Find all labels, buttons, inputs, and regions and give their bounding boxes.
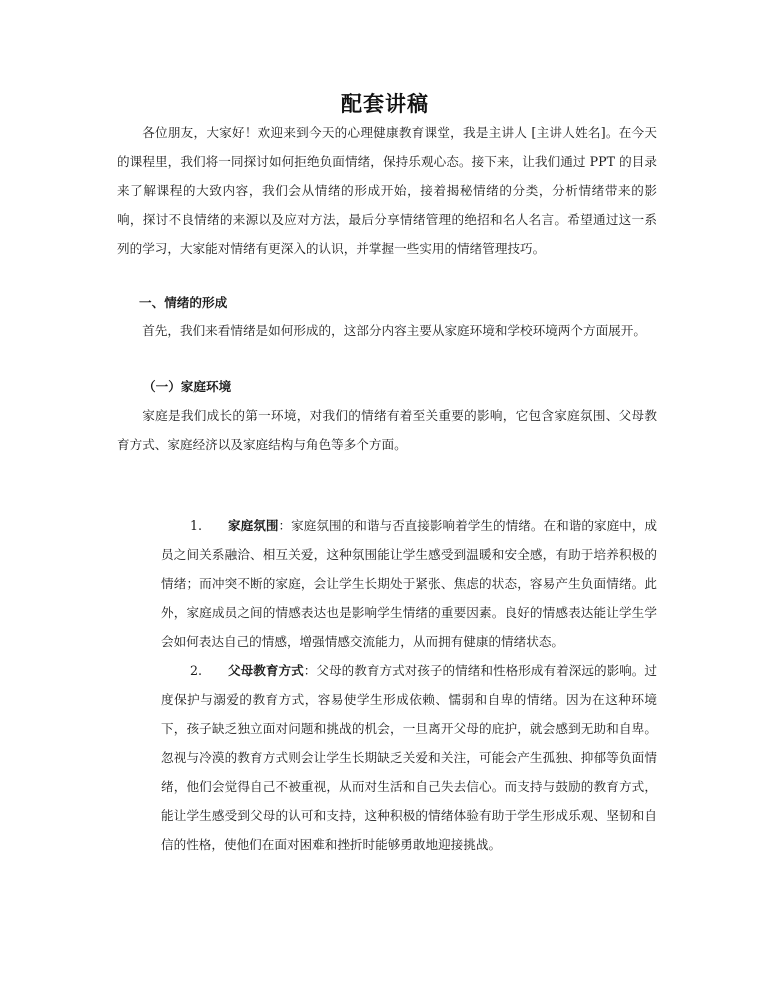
- list-item-separator: ：: [303, 663, 317, 678]
- factor-list: [161, 511, 657, 859]
- list-item: [161, 511, 657, 656]
- list-item-lead: 父母教育方式: [228, 663, 304, 678]
- list-item-number: 1.: [190, 518, 203, 533]
- list-item-text: 家庭氛围的和谐与否直接影响着学生的情绪。在和谐的家庭中，成员之间关系融洽、相互关爱，这种氛围能让学生感受到温暖和安全感，有助于培养积极的情绪；而冲突不断的家庭，会让学生长期处于紧张、焦虑的状态，容易产生负面情绪。此外，家庭成员之间的情感表达也是影响学生情绪的重要因素。良好的情感表达能让学生学会如何表达自己的情感，增强情感交流能力，从而拥有健康的情绪状态。: [161, 518, 658, 649]
- list-item-number: 2.: [190, 663, 203, 678]
- subsection-1-heading: （一）家庭环境: [143, 379, 232, 394]
- section-1-text: 首先，我们来看情绪是如何形成的，这部分内容主要从家庭环境和学校环境两个方面展开。: [142, 323, 646, 338]
- list-item-text: 父母的教育方式对孩子的情绪和性格形成有着深远的影响。过度保护与溺爱的教育方式，容易使学生形成依赖、懦弱和自卑的情绪。因为在这种环境下，孩子缺乏独立面对问题和挑战的机会，一旦离开父母的庇护，就会感到无助和自卑。忽视与冷漠的教育方式则会让学生长期缺乏关爱和关注，可能会产生孤独、抑郁等负面情绪，他们会觉得自己不被重视，从而对生活和自己失去信心。而支持与鼓励的教育方式，能让学生感受到父母的认可和支持，这种积极的情绪体验有助于学生形成乐观、坚韧和自信的性格，使他们在面对困难和挫折时能够勇敢地迎接挑战。: [161, 663, 658, 852]
- list-item: [161, 656, 657, 859]
- section-1-paragraph: [117, 316, 657, 345]
- section-1-heading: 一、情绪的形成: [139, 295, 228, 310]
- subsection-1-paragraph: [117, 401, 657, 459]
- page-title: 配套讲稿: [341, 91, 429, 116]
- list-item-lead: 家庭氛围: [228, 518, 279, 533]
- intro-text: 各位朋友，大家好！欢迎来到今天的心理健康教育课堂，我是主讲人 [主讲人姓名]。在今天的课程里，我们将一同探讨如何拒绝负面情绪，保持乐观心态。接下来，让我们通过 PPT 的目录来了解课程的大致内容，我们会从情绪的形成开始，接着揭秘情绪的分类，分析情绪带来的影响，探讨不良情绪的来源以及应对方法，最后分享情绪管理的绝招和名人名言。希望通过这一系列的学习，大家能对情绪有更深入的认识，并掌握一些实用的情绪管理技巧。: [117, 125, 657, 256]
- intro-paragraph: [117, 118, 657, 263]
- subsection-1-text: 家庭是我们成长的第一环境，对我们的情绪有着至关重要的影响，它包含家庭氛围、父母教育方式、家庭经济以及家庭结构与角色等多个方面。: [117, 408, 657, 452]
- list-item-separator: ：: [278, 518, 292, 533]
